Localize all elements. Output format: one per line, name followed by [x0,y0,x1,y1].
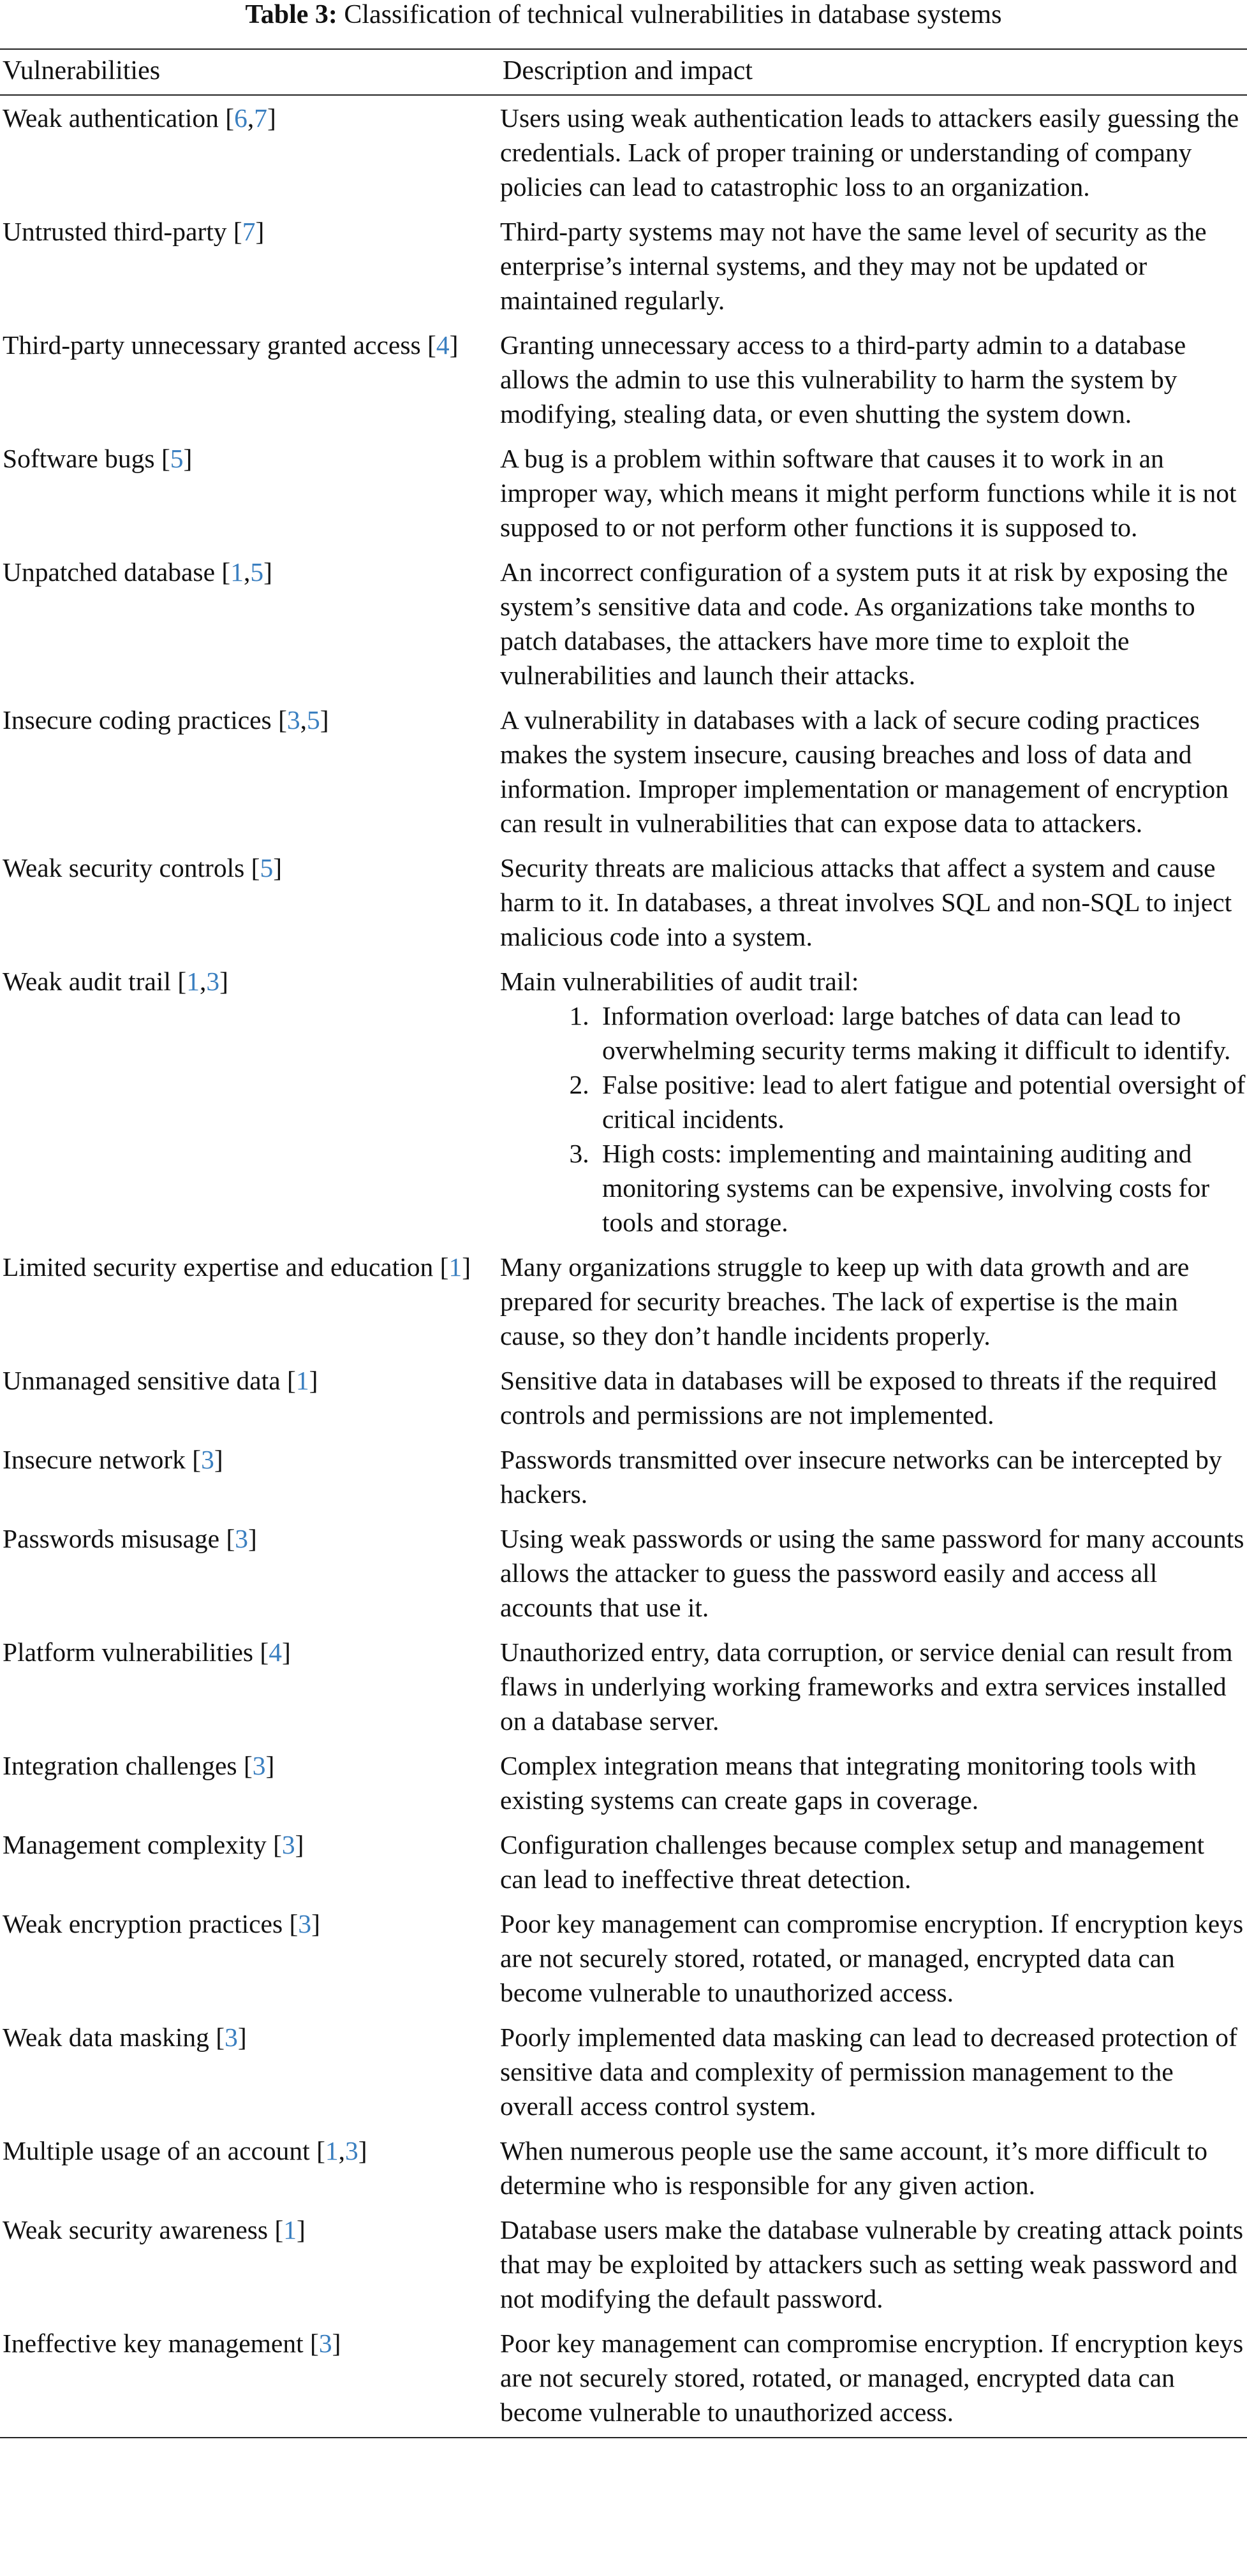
description-text: Security threats are malicious attacks that affect a system and cause harm to it. In databases, a threat involves SQL and non-SQL to inject malicious code into a system. [500,853,1232,951]
citation-link[interactable]: 3 [286,705,300,735]
description-cell [500,1358,1247,1437]
citation-link[interactable]: 1 [448,1252,462,1282]
table-header-row [0,49,1247,95]
table-row [0,1358,1247,1437]
description-list-item: 2. False positive: lead to alert fatigue and potential oversight of critical incidents. [596,1067,1247,1136]
table-row [0,1743,1247,1822]
table-row [0,2207,1247,2321]
table-row [0,2321,1247,2438]
description-cell [500,1437,1247,1516]
table-row [0,436,1247,550]
vulnerability-name: Software bugs [ [3,444,170,473]
vulnerability-name: Unpatched database [ [3,557,231,587]
description-cell [500,1901,1247,2015]
table-row [0,2128,1247,2207]
description-text: Main vulnerabilities of audit trail: [500,967,859,996]
vulnerability-name: Platform vulnerabilities [ [3,1637,269,1667]
description-text: Unauthorized entry, data corruption, or service denial can result from flaws in underlying working frameworks and extra services installed on a database server. [500,1637,1233,1736]
description-text: Sensitive data in databases will be exposed to threats if the required controls and permissions are not implemented. [500,1366,1217,1430]
vulnerability-cell: Management complexity [3] [3,1830,304,1859]
table-row [0,550,1247,698]
vulnerability-cell: Weak security controls [5] [3,853,283,882]
description-text: Database users make the database vulnerable by creating attack points that may be exploited by attackers such as setting weak password and not modifying the default password. [500,2215,1243,2313]
citation-link[interactable]: 3 [225,2023,238,2052]
citation-link[interactable]: 1 [295,1366,309,1395]
header-vulnerabilities: Vulnerabilities [0,49,500,95]
vulnerability-name: Weak audit trail [ [3,967,187,996]
citation-link[interactable]: 3 [345,2136,358,2165]
vulnerability-cell: Weak encryption practices [3] [3,1909,320,1938]
caption-label: Table 3: [245,0,337,29]
table-row [0,209,1247,323]
citation-link[interactable]: 1 [325,2136,339,2165]
description-text: Third-party systems may not have the same level of security as the enterprise’s internal systems, and they may not be updated or maintained regularly. [500,217,1207,315]
description-text: Users using weak authentication leads to attackers easily guessing the credentials. Lack of proper training or understanding of company policies can lead to catastrophic loss to an organization. [500,103,1239,201]
citation-link[interactable]: 3 [318,2329,332,2358]
description-list-item: 1. Information overload: large batches of data can lead to overwhelming security terms making it difficult to identify. [596,999,1247,1067]
description-list [500,999,1247,1240]
description-text: Many organizations struggle to keep up with data growth and are prepared for security breaches. The lack of expertise is the main cause, so they don’t handle incidents properly. [500,1252,1190,1350]
vulnerability-name: Weak security awareness [ [3,2215,284,2244]
description-text: An incorrect configuration of a system puts it at risk by exposing the system’s sensitive data and code. As organizations take months to patch databases, the attackers have more time to exploit the vulnerabilities and launch their attacks. [500,557,1229,690]
citation-link[interactable]: 4 [269,1637,282,1667]
description-cell [500,2321,1247,2438]
citation-link[interactable]: 3 [235,1524,249,1553]
description-text: Poor key management can compromise encryption. If encryption keys are not securely stored, rotated, or managed, encrypted data can become vulnerable to unauthorized access. [500,1909,1244,2007]
table-body [0,95,1247,2438]
table-row [0,1630,1247,1743]
description-text: Passwords transmitted over insecure networks can be intercepted by hackers. [500,1445,1222,1509]
description-cell [500,550,1247,698]
description-cell [500,95,1247,209]
citation-link[interactable]: 5 [307,705,320,735]
table-caption [0,0,1247,37]
citation-link[interactable]: 1 [283,2215,297,2244]
vulnerability-cell: Weak data masking [3] [3,2023,247,2052]
citation-link[interactable]: 1 [230,557,244,587]
description-text: When numerous people use the same account, it’s more difficult to determine who is responsible for any given action. [500,2136,1208,2200]
vulnerability-name: Integration challenges [ [3,1751,253,1780]
description-cell [500,2207,1247,2321]
vulnerability-name: Limited security expertise and education [ [3,1252,449,1282]
table-row [0,1901,1247,2015]
description-text: Complex integration means that integrating monitoring tools with existing systems can create gaps in coverage. [500,1751,1197,1815]
vulnerability-cell: Ineffective key management [3] [0,2321,500,2438]
vulnerability-name: Management complexity [ [3,1830,282,1859]
citation-link[interactable]: 3 [206,967,220,996]
description-text: Granting unnecessary access to a third-party admin to a database allows the admin to use this vulnerability to harm the system by modifying, stealing data, or even shutting the system down. [500,330,1186,428]
vulnerability-cell: Limited security expertise and education [1] [3,1252,471,1282]
vulnerability-cell: Unmanaged sensitive data [1] [3,1366,318,1395]
description-cell [500,1245,1247,1358]
description-text: Using weak passwords or using the same password for many accounts allows the attacker to guess the password easily and access all accounts that use it. [500,1524,1244,1622]
table-row [0,1516,1247,1630]
citation-link[interactable]: 3 [201,1445,214,1474]
vulnerability-cell: Software bugs [5] [3,444,193,473]
vulnerability-name: Weak encryption practices [ [3,1909,299,1938]
table-row [0,1437,1247,1516]
table-row [0,2015,1247,2128]
description-text: A vulnerability in databases with a lack of secure coding practices makes the system insecure, causing breaches and loss of data and information. Improper implementation or management of encryption can result in vulnerabilities that can expose data to attackers. [500,705,1229,838]
vulnerability-name: Insecure coding practices [ [3,705,287,735]
vulnerability-cell: Passwords misusage [3] [3,1524,257,1553]
description-cell [500,1743,1247,1822]
description-cell [500,1822,1247,1901]
description-text: A bug is a problem within software that causes it to work in an improper way, which means it might perform functions while it is not supposed to or not perform other functions it is supposed to. [500,444,1237,542]
vulnerability-cell: Weak security awareness [1] [3,2215,306,2244]
vulnerability-cell: Third-party unnecessary granted access [4] [3,330,459,360]
description-text: Poorly implemented data masking can lead to decreased protection of sensitive data and complexity of permission management to the overall access control system. [500,2023,1237,2121]
citation-link[interactable]: 6 [234,103,247,133]
description-cell [500,845,1247,959]
vulnerability-cell: Multiple usage of an account [1,3] [3,2136,367,2165]
table-row [0,698,1247,845]
table-row [0,95,1247,209]
description-text: Configuration challenges because complex setup and management can lead to ineffective threat detection. [500,1830,1204,1894]
table-row [0,845,1247,959]
vulnerability-cell: Integration challenges [3] [3,1751,275,1780]
vulnerability-name: Insecure network [ [3,1445,202,1474]
vulnerability-name: Weak authentication [ [3,103,235,133]
citation-link[interactable]: 3 [281,1830,295,1859]
table-row [0,1822,1247,1901]
vulnerability-cell: Unpatched database [1,5] [3,557,272,587]
header-description: Description and impact [500,49,1247,95]
description-cell [500,209,1247,323]
description-cell [500,1630,1247,1743]
vulnerability-name: Third-party unnecessary granted access [ [3,330,436,360]
table-row [0,1245,1247,1358]
caption-text: Classification of technical vulnerabilities in database systems [344,0,1002,29]
table-row [0,959,1247,1245]
vulnerability-cell: Insecure coding practices [3,5] [3,705,329,735]
citation-link[interactable]: 4 [436,330,450,360]
vulnerability-name: Passwords misusage [ [3,1524,235,1553]
vulnerability-name: Weak data masking [ [3,2023,225,2052]
description-cell [500,436,1247,550]
citation-link[interactable]: 7 [242,217,256,246]
description-text: Poor key management can compromise encryption. If encryption keys are not securely stored, rotated, or managed, encrypted data can become vulnerable to unauthorized access. [500,2329,1244,2427]
description-cell [500,959,1247,1245]
vulnerability-cell: Weak audit trail [1,3] [3,967,228,996]
description-list-item: 3. High costs: implementing and maintaining auditing and monitoring systems can be expensive, involving costs for tools and storage. [596,1136,1247,1240]
vulnerability-name: Untrusted third-party [ [3,217,242,246]
vulnerability-name: Multiple usage of an account [ [3,2136,325,2165]
citation-link[interactable]: 7 [254,103,267,133]
citation-link[interactable]: 3 [252,1751,266,1780]
description-cell [500,698,1247,845]
vulnerability-cell: Untrusted third-party [7] [3,217,265,246]
vulnerability-cell: Insecure network [3] [3,1445,223,1474]
vulnerabilities-table [0,48,1247,2438]
vulnerability-cell: Platform vulnerabilities [4] [3,1637,291,1667]
description-cell [500,323,1247,436]
vulnerability-cell: Weak authentication [6,7] [3,103,276,133]
description-cell [500,2015,1247,2128]
citation-link[interactable]: 3 [298,1909,312,1938]
vulnerability-name: Unmanaged sensitive data [ [3,1366,296,1395]
table-row [0,323,1247,436]
vulnerability-name: Ineffective key management [ [3,2329,319,2358]
description-cell [500,2128,1247,2207]
citation-link[interactable]: 5 [250,557,264,587]
vulnerability-name: Weak security controls [ [3,853,260,882]
citation-link[interactable]: 5 [170,444,184,473]
citation-link[interactable]: 1 [186,967,200,996]
citation-link[interactable]: 5 [260,853,274,882]
description-cell [500,1516,1247,1630]
